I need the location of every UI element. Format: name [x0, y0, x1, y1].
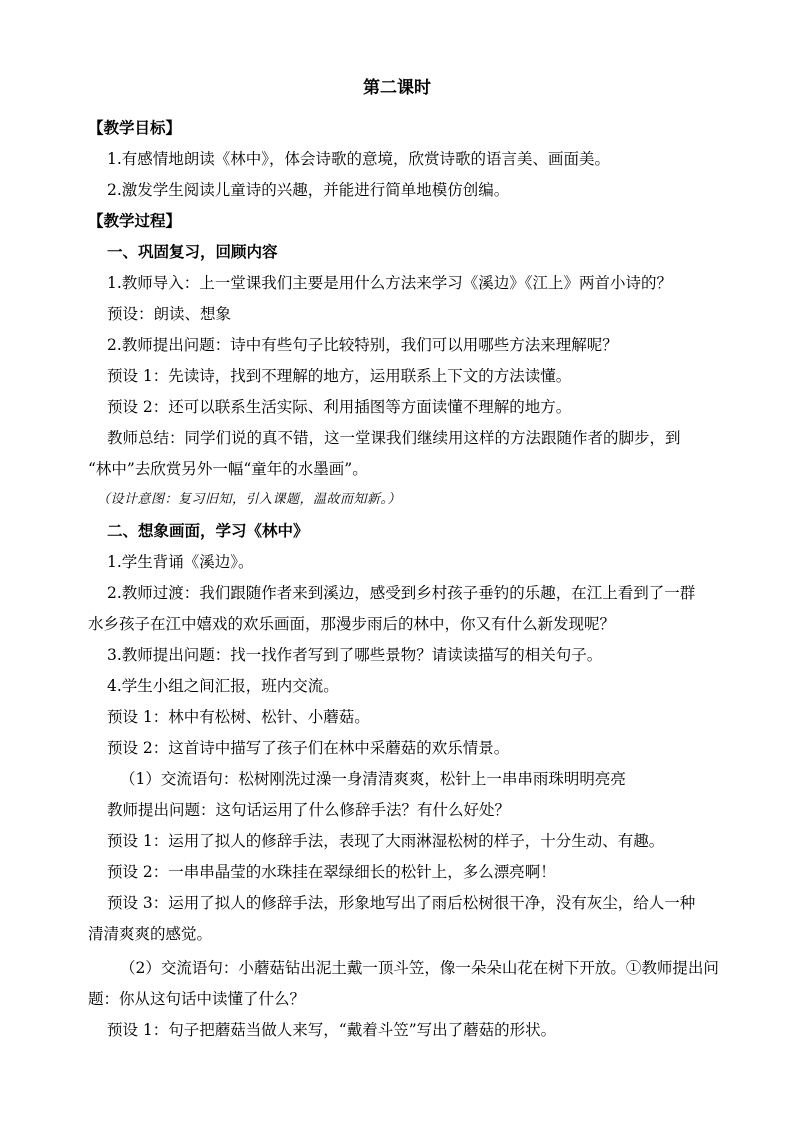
paragraph: 2.教师提出问题：诗中有些句子比较特别，我们可以用哪些方法来理解呢？	[107, 336, 618, 354]
section-heading-process: 【教学过程】	[88, 212, 182, 230]
paragraph: （1）交流语句：松树刚洗过澡一身清清爽爽，松针上一串串雨珠明明亮亮	[120, 770, 626, 788]
page-title: 第二课时	[363, 78, 431, 98]
paragraph: 1.教师导入：上一堂课我们主要是用什么方法来学习《溪边》《江上》两首小诗的？	[107, 274, 673, 292]
paragraph: 预设 1：先读诗，找到不理解的地方，运用联系上下文的方法读懂。	[107, 367, 572, 385]
paragraph: 清清爽爽的感觉。	[88, 925, 213, 943]
paragraph: 预设：朗读、想象	[107, 305, 232, 323]
paragraph: “林中”去欣赏另外一幅“童年的水墨画”。	[88, 460, 368, 478]
paragraph: 预设 1：句子把蘑菇当做人来写，“戴着斗笠”写出了蘑菇的形状。	[107, 1021, 557, 1039]
paragraph: 教师总结：同学们说的真不错，这一堂课我们继续用这样的方法跟随作者的脚步，到	[107, 429, 681, 447]
paragraph: 预设 2：还可以联系生活实际、利用插图等方面读懂不理解的地方。	[107, 398, 572, 416]
objective-2: 2.激发学生阅读儿童诗的兴趣，并能进行简单地模仿创编。	[107, 181, 510, 199]
subheading-imagine: 二、想象画面，学习《林中》	[107, 522, 309, 540]
paragraph: 题：你从这句话中读懂了什么？	[88, 990, 306, 1008]
paragraph: 4.学生小组之间汇报，班内交流。	[107, 677, 339, 695]
design-intent-note: （设计意图：复习旧知，引入课题，温故而知新。）	[97, 492, 402, 507]
section-heading-objectives: 【教学目标】	[88, 119, 182, 137]
paragraph: （2）交流语句：小蘑菇钻出泥土戴一顶斗笠，像一朵朵山花在树下开放。①教师提出问	[120, 959, 719, 977]
paragraph: 预设 1：林中有松树、松针、小蘑菇。	[107, 708, 370, 726]
subheading-review: 一、巩固复习，回顾内容	[107, 243, 278, 261]
paragraph: 2.教师过渡：我们跟随作者来到溪边，感受到乡村孩子垂钓的乐趣，在江上看到了一群	[107, 584, 696, 602]
paragraph: 预设 3：运用了拟人的修辞手法，形象地写出了雨后松树很干净，没有灰尘，给人一种	[107, 894, 696, 912]
paragraph: 预设 1：运用了拟人的修辞手法，表现了大雨淋湿松树的样子，十分生动、有趣。	[107, 832, 665, 850]
paragraph: 教师提出问题：这句话运用了什么修辞手法？有什么好处？	[107, 801, 511, 819]
paragraph: 水乡孩子在江中嬉戏的欢乐画面，那漫步雨后的林中，你又有什么新发现呢？	[88, 615, 616, 633]
paragraph: 预设 2：一串串晶莹的水珠挂在翠绿细长的松针上，多么漂亮啊！	[107, 863, 556, 881]
paragraph: 3.教师提出问题：找一找作者写到了哪些景物？请读读描写的相关句子。	[107, 646, 603, 664]
objective-1: 1.有感情地朗读《林中》，体会诗歌的意境，欣赏诗歌的语言美、画面美。	[107, 150, 611, 168]
paragraph: 预设 2：这首诗中描写了孩子们在林中采蘑菇的欢乐情景。	[107, 739, 510, 757]
paragraph: 1.学生背诵《溪边》。	[107, 553, 254, 571]
